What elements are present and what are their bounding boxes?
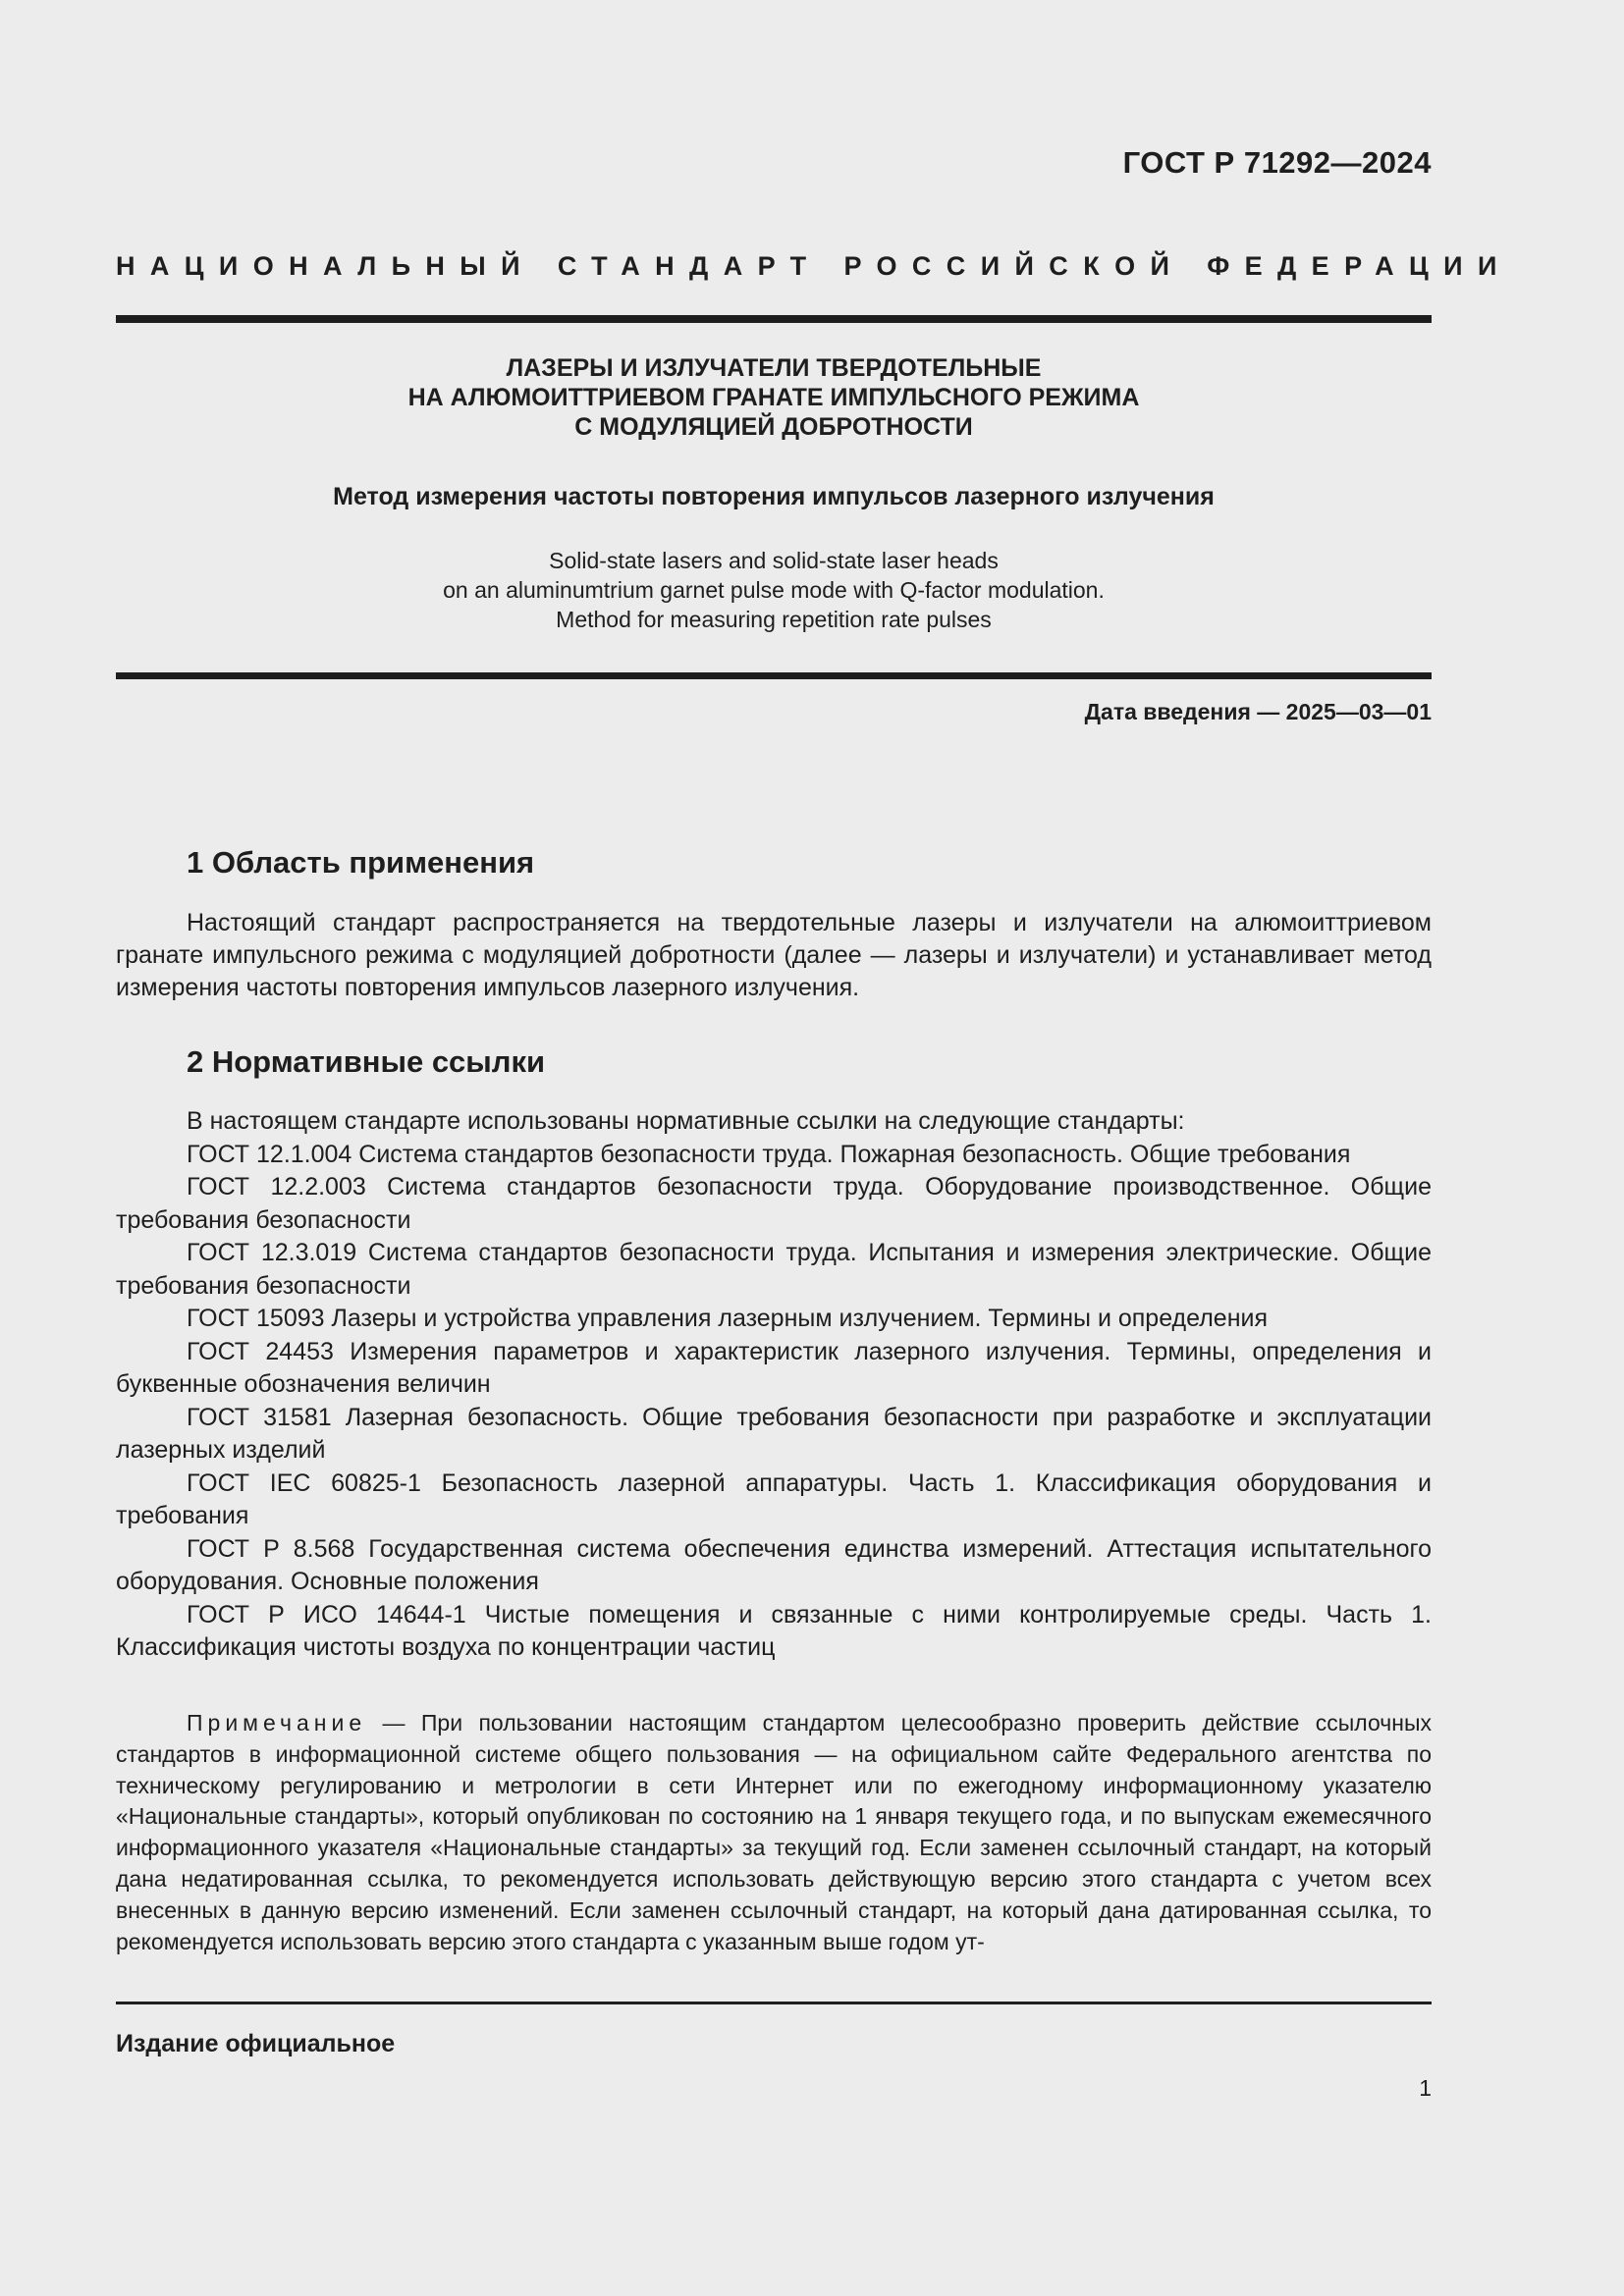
- english-title-line: Method for measuring repetition rate pulses: [556, 607, 992, 632]
- introduction-date: Дата введения — 2025—03—01: [1084, 699, 1432, 724]
- title-block: [116, 353, 1432, 442]
- note-paragraph: [116, 1708, 1432, 1957]
- national-standard-header: НАЦИОНАЛЬНЫЙ СТАНДАРТ РОССИЙСКОЙ ФЕДЕРАЦИИ: [116, 251, 1512, 281]
- section-2-heading: 2 Нормативные ссылки: [187, 1044, 546, 1079]
- note-text: — При пользовании настоящим стандартом целесообразно проверить действие ссылочных стандартов в информационной системе общего пользования — на официальном сайте Федерального агентства по техническому регулированию и метрологии в сети Интернет или по ежегодному информационному указателю «Национальные стандарты», который опубликован по состоянию на 1 января текущего года, и по выпускам ежемесячного информационного указателя «Национальные стандарты» за текущий год. Если заменен ссылочный стандарт, на который дана недатированная ссылка, то рекомендуется использовать действующую версию этого стандарта с учетом всех внесенных в данную версию изменений. Если заменен ссылочный стандарт, на который дана датированная ссылка, то рекомендуется использовать версию этого стандарта с указанным выше годом ут-: [116, 1710, 1432, 1954]
- title-bottom-divider: [116, 672, 1432, 679]
- reference-item: ГОСТ IEC 60825-1 Безопасность лазерной аппаратуры. Часть 1. Классификация оборудования и требования: [116, 1468, 1432, 1529]
- reference-item: ГОСТ 31581 Лазерная безопасность. Общие требования безопасности при разработке и эксплуатации лазерных изделий: [116, 1403, 1432, 1464]
- title-line: ЛАЗЕРЫ И ИЗЛУЧАТЕЛИ ТВЕРДОТЕЛЬНЫЕ: [506, 354, 1042, 382]
- reference-item: ГОСТ 12.3.019 Система стандартов безопасности труда. Испытания и измерения электрические. Общие требования безопасности: [116, 1239, 1432, 1300]
- document-page: [116, 0, 1512, 2296]
- reference-item: ГОСТ Р 8.568 Государственная система обеспечения единства измерений. Аттестация испытательного оборудования. Основные положения: [116, 1534, 1432, 1595]
- english-title-block: [116, 546, 1432, 634]
- title-line: НА АЛЮМОИТТРИЕВОМ ГРАНАТЕ ИМПУЛЬСНОГО РЕЖИМА: [407, 384, 1140, 411]
- note-label: Примечание: [187, 1710, 367, 1735]
- english-title-line: Solid-state lasers and solid-state laser heads: [549, 548, 999, 573]
- section-1-heading: 1 Область применения: [187, 845, 535, 880]
- reference-item: ГОСТ 15093 Лазеры и устройства управления лазерным излучением. Термины и определения: [187, 1305, 1269, 1332]
- top-divider: [116, 315, 1432, 323]
- section-1-text: Настоящий стандарт распространяется на твердотельные лазеры и излучатели на алюмоиттриевом гранате импульсного режима с модуляцией добротности (далее — лазеры и излучатели) и устанавливает метод измерения частоты повторения импульсов лазерного излучения.: [116, 909, 1432, 1001]
- reference-item: ГОСТ Р ИСО 14644-1 Чистые помещения и связанные с ними контролируемые среды. Часть 1. Классификация чистоты воздуха по концентрации частиц: [116, 1600, 1432, 1661]
- page-number: 1: [1419, 2075, 1432, 2101]
- document-number: ГОСТ Р 71292—2024: [1122, 145, 1432, 180]
- document-subtitle: Метод измерения частоты повторения импульсов лазерного излучения: [333, 483, 1215, 510]
- title-line: С МОДУЛЯЦИЕЙ ДОБРОТНОСТИ: [574, 413, 973, 441]
- references-list: [116, 1105, 1432, 1665]
- reference-item: ГОСТ 24453 Измерения параметров и характеристик лазерного излучения. Термины, определения и буквенные обозначения величин: [116, 1337, 1432, 1398]
- official-edition-label: Издание официальное: [116, 2030, 396, 2057]
- reference-item: ГОСТ 12.2.003 Система стандартов безопасности труда. Оборудование производственное. Общие требования безопасности: [116, 1173, 1432, 1234]
- reference-item: ГОСТ 12.1.004 Система стандартов безопасности труда. Пожарная безопасность. Общие требования: [187, 1140, 1351, 1168]
- footer-divider: [116, 2002, 1432, 2004]
- references-intro: В настоящем стандарте использованы нормативные ссылки на следующие стандарты:: [187, 1107, 1185, 1135]
- english-title-line: on an aluminumtrium garnet pulse mode with Q-factor modulation.: [443, 577, 1105, 603]
